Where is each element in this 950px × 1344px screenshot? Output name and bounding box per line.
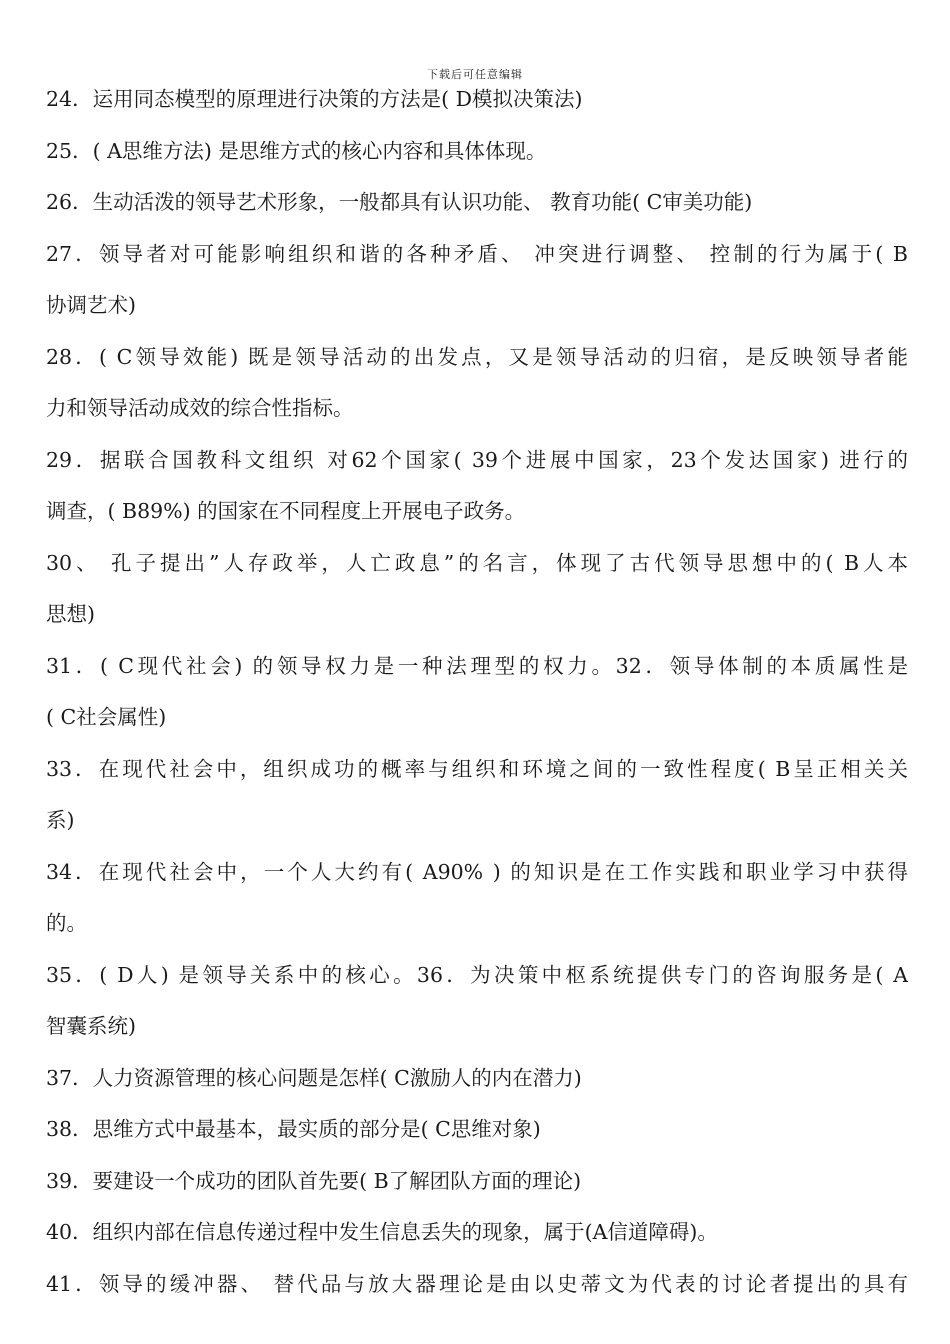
text-line: 39．要建设一个成功的团队首先要( B了解团队方面的理论) [46,1168,582,1193]
text-line: 思想) [46,602,95,626]
text-line: 力和领导活动成效的综合性指标。 [46,396,354,420]
text-line: ( C社会属性) [46,705,167,729]
document-body [46,81,908,1317]
text-line: 26．生动活泼的领导艺术形象，一般都具有认识功能、 教育功能( C审美功能) [46,190,753,214]
text-line: 协调艺术) [46,293,136,317]
text-line: 25．( A思维方法) 是思维方式的核心内容和具体体现。 [46,138,547,163]
text-line: 35．( D人) 是领导关系中的核心。36．为决策中枢系统提供专门的咨询服务是( A [46,962,908,987]
text-line: 40．组织内部在信息传递过程中发生信息丢失的现象，属于(A信道障碍)。 [46,1220,718,1244]
header-note: 下载后可任意编辑 [427,68,523,81]
text-line: 37．人力资源管理的核心问题是怎样( C激励人的内在潜力) [46,1065,582,1090]
text-line: 28．( C领导效能) 既是领导活动的出发点，又是领导活动的归宿，是反映领导者能 [46,344,908,369]
text-line: 34．在现代社会中，一个人大约有( A90% ) 的知识是在工作实践和职业学习中获得 [46,859,908,884]
text-line: 33．在现代社会中，组织成功的概率与组织和环境之间的一致性程度( B呈正相关关 [46,756,908,781]
text-line: 24．运用同态模型的原理进行决策的方法是( D模拟决策法) [46,87,583,111]
text-line: 系) [46,808,75,832]
text-line: 31．( C现代社会) 的领导权力是一种法理型的权力。32．领导体制的本质属性是 [46,653,908,678]
text-line: 29．据联合国教科文组织 对62个国家( 39个进展中国家，23个发达国家) 进行的 [46,447,908,472]
text-line: 27．领导者对可能影响组织和谐的各种矛盾、 冲突进行调整、 控制的行为属于( B [46,241,908,266]
text-line: 的。 [46,911,87,935]
text-line: 38．思维方式中最基本，最实质的部分是( C思维对象) [46,1117,541,1141]
text-line: 调查，( B89%) 的国家在不同程度上开展电子政务。 [46,499,526,523]
text-line: 30、 孔子提出”人存政举，人亡政息”的名言，体现了古代领导思想中的( B人本 [46,550,908,575]
text-line: 41．领导的缓冲器、 替代品与放大器理论是由以史蒂文为代表的讨论者提出的具有 [46,1271,908,1296]
text-line: 智囊系统) [46,1014,136,1038]
